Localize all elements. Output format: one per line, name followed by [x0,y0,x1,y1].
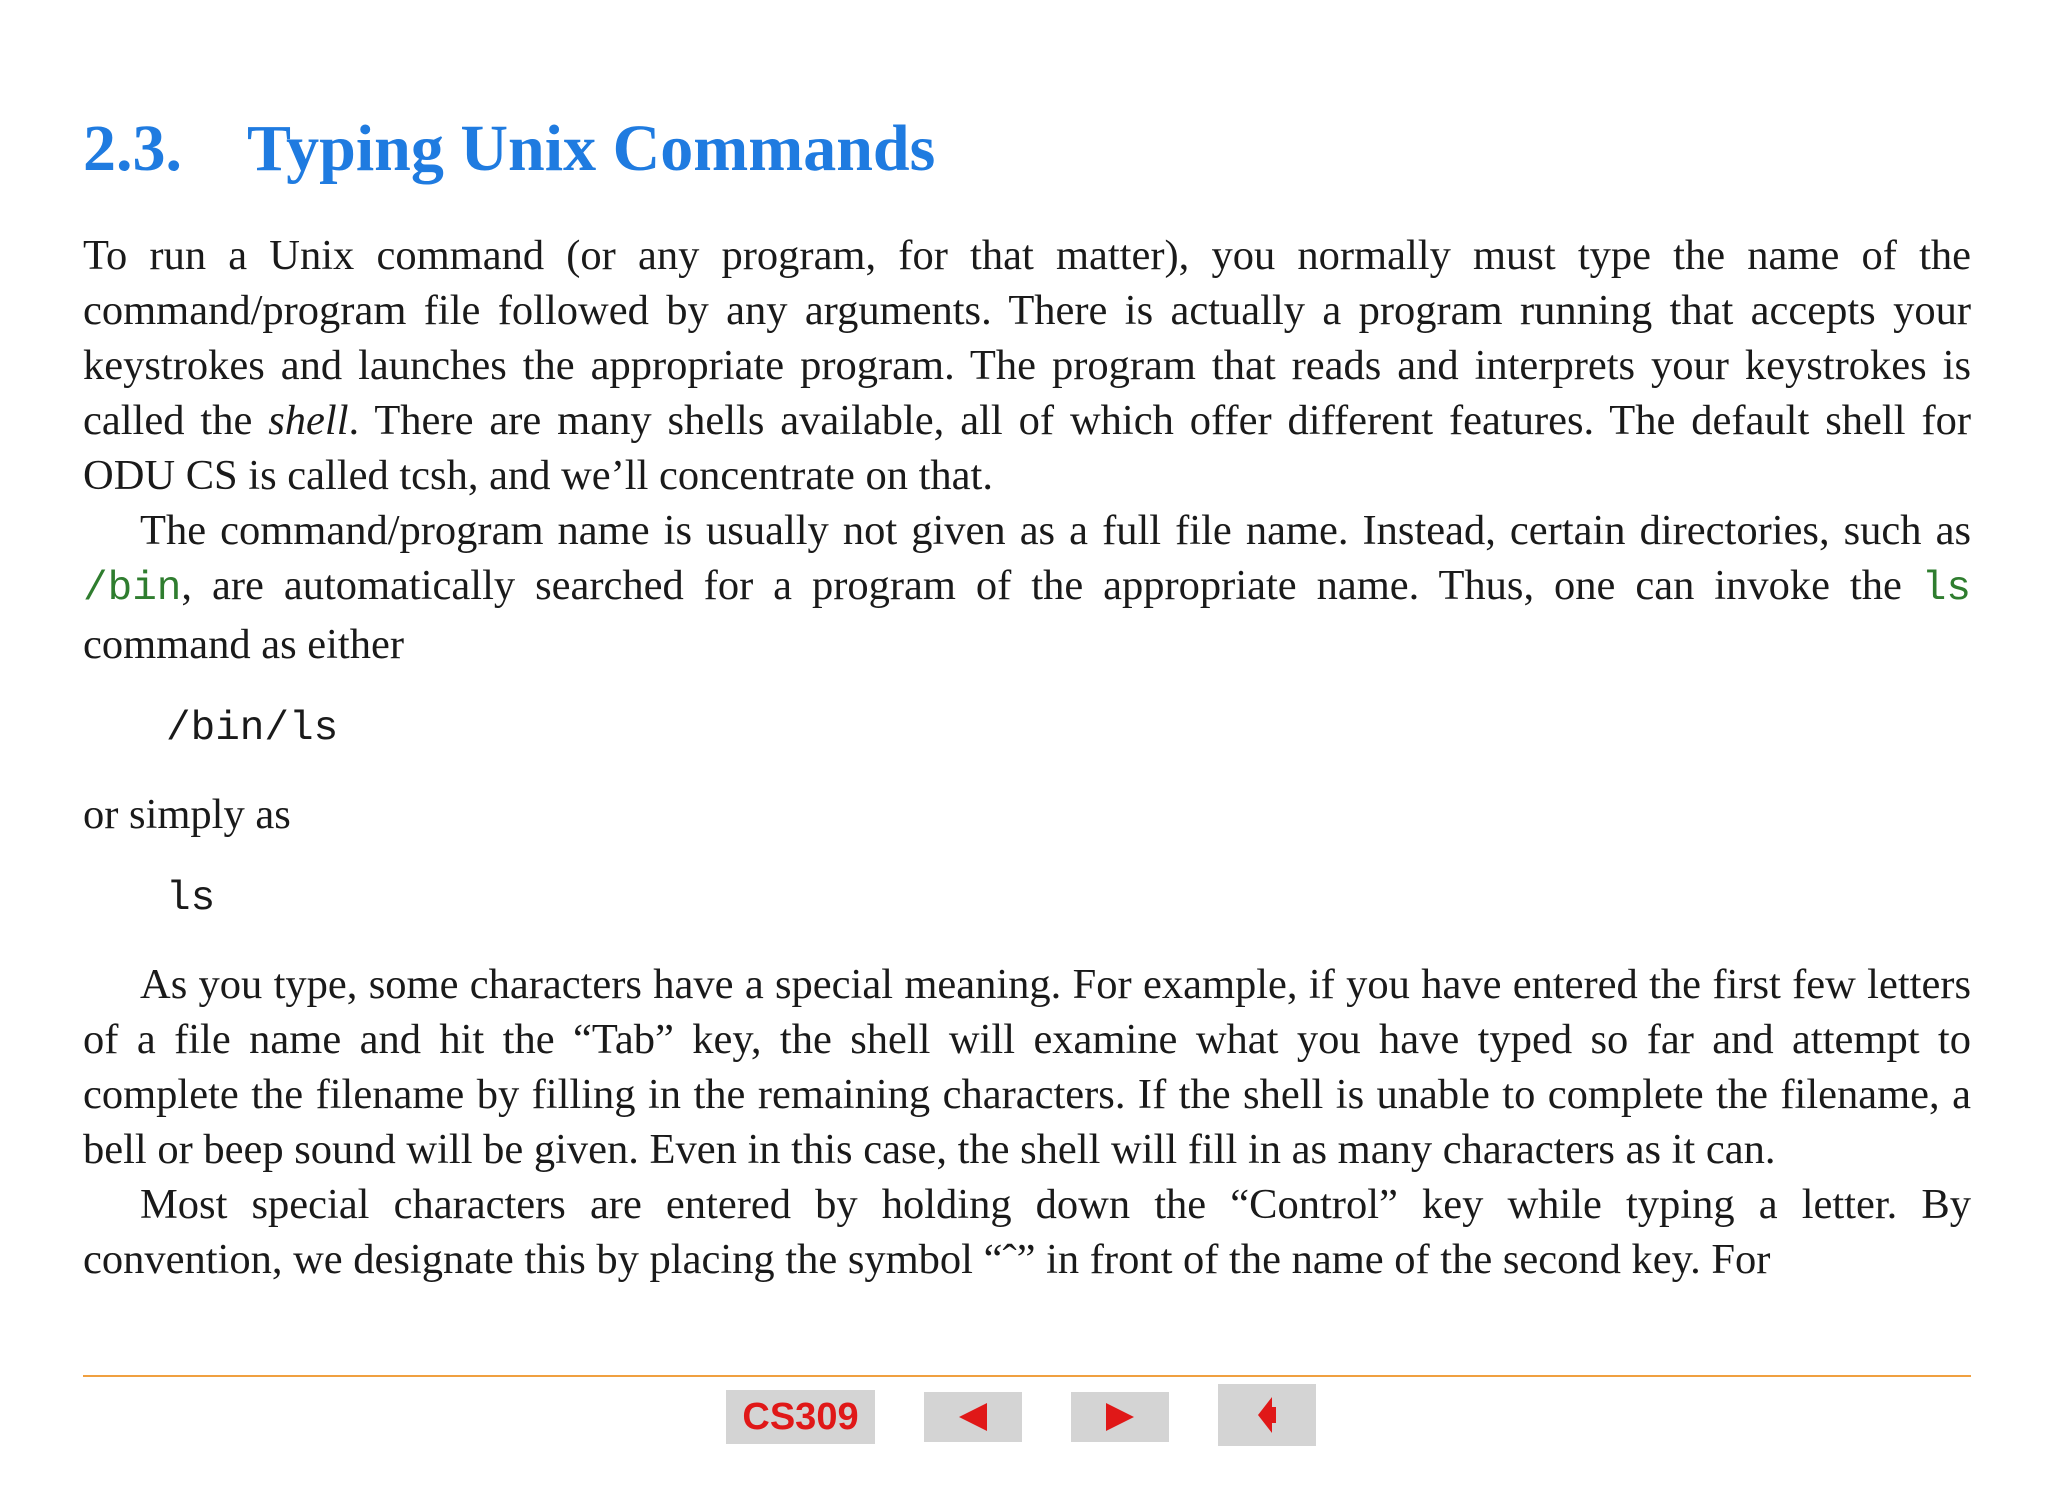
back-button[interactable] [1218,1384,1316,1446]
inline-code-ls: ls [1921,566,1971,612]
code-block-ls: ls [166,876,216,922]
section-title: Typing Unix Commands [247,112,936,185]
paragraph-or-simply: or simply as [83,791,291,838]
course-home-button[interactable]: CS309 [726,1390,875,1444]
paragraph-special-chars: As you type, some characters have a special meaning. For example, if you have entered the first few letters of a file name and hit the “Tab” key, the shell will examine what you have typed so far and attempt to complete the filename by filling in the remaining characters. If the shell is unable to complete the filename, a bell or beep sound will be given. Even in this case, the shell will fill in as many characters as it can. [83,961,1971,1173]
paragraph-command-name [83,503,1971,672]
triangle-left-icon [953,1400,993,1434]
footer-divider [83,1375,1971,1377]
text-run: To run a Unix command (or any program, for that matter), you normally must type the name of the command/program file followed by any arguments. There is actually a program running that accepts your keystrokes and launches the appropriate program. The program that reads and interprets your keystrokes is called the [83,232,1971,444]
text-run: command as either [83,621,404,668]
next-page-button[interactable] [1071,1392,1169,1442]
section-number: 2.3. [83,112,182,185]
section-heading [83,104,935,194]
text-run: The command/program name is usually not given as a full file name. Instead, certain directories, such as [140,507,1971,554]
paragraph-control-key: Most special characters are entered by holding down the “Control” key while typing a letter. By convention, we designate this by placing the symbol “ˆ” in front of the name of the second key. For [83,1181,1971,1283]
emphasis-shell: shell [268,397,349,444]
triangle-right-icon [1100,1400,1140,1434]
body-text [83,228,1971,1287]
paragraph-intro [83,228,1971,503]
inline-code-bin: /bin [83,566,182,612]
previous-page-button[interactable] [924,1392,1022,1442]
back-arrow-icon [1252,1393,1282,1437]
code-block-bin-ls: /bin/ls [166,706,339,752]
text-run: . There are many shells available, all of which offer different features. The default shell for ODU CS is called tcsh, and we’ll concentrate on that. [83,397,1971,499]
text-run: , are automatically searched for a program of the appropriate name. Thus, one can invoke the [181,562,1922,609]
